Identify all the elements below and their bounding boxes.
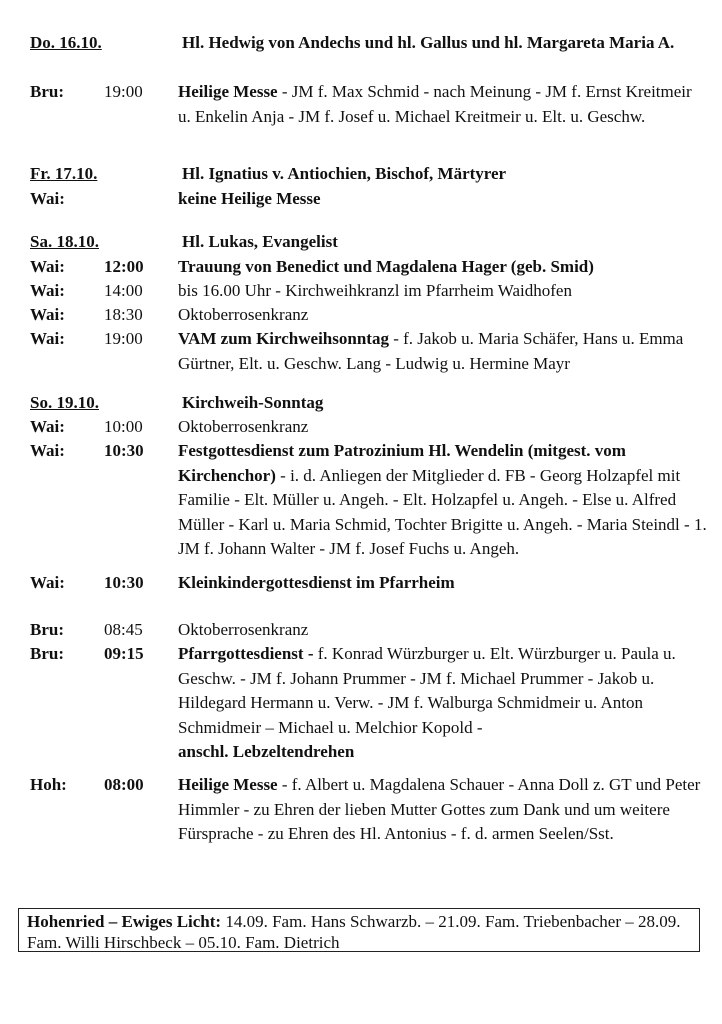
entry-title: Pfarrgottesdienst -: [178, 644, 314, 663]
entry-time: 10:30: [104, 573, 144, 592]
entry-location: Wai:: [30, 189, 65, 208]
entry-text: Oktoberrosenkranz: [178, 305, 309, 324]
entry-description: [178, 439, 708, 562]
entry-location: Wai:: [30, 257, 65, 276]
entry-tail: anschl. Lebzeltendrehen: [178, 742, 355, 761]
entry-location: Wai:: [30, 417, 65, 436]
entry-time: 12:00: [104, 257, 144, 276]
day-feast: Kirchweih-Sonntag: [182, 393, 324, 412]
day-date: Sa. 18.10.: [30, 232, 99, 251]
entry-time: 10:00: [104, 417, 143, 436]
entry-text: Oktoberrosenkranz: [178, 620, 309, 639]
entry-location: Hoh:: [30, 775, 67, 794]
entry-time: 09:15: [104, 644, 144, 663]
entry-time: 10:30: [104, 441, 144, 460]
entry-title: Trauung von Benedict und Magdalena Hager (geb. Smid): [178, 257, 594, 276]
entry-location: Wai:: [30, 329, 65, 348]
notice-label: Hohenried – Ewiges Licht:: [27, 912, 222, 931]
entry-title: Heilige Messe: [178, 775, 278, 794]
entry-location: Bru:: [30, 82, 64, 101]
entry-description: [178, 571, 708, 596]
entry-description: [178, 327, 708, 376]
entry-description: [178, 187, 708, 212]
entry-title: Festgottesdienst zum Patrozinium Hl. Wendelin (mitgest. vom Kirchenchor): [178, 441, 626, 485]
entry-location: Wai:: [30, 281, 65, 300]
entry-title: Kleinkindergottesdienst im Pfarrheim: [178, 573, 455, 592]
entry-time: 18:30: [104, 305, 143, 324]
day-feast: Hl. Ignatius v. Antiochien, Bischof, Märtyrer: [182, 164, 507, 183]
day-feast: Hl. Lukas, Evangelist: [182, 232, 338, 251]
day-date: Fr. 17.10.: [30, 164, 98, 183]
entry-description: [178, 255, 708, 280]
entry-time: 19:00: [104, 329, 143, 348]
day-date: So. 19.10.: [30, 393, 99, 412]
entry-title: keine Heilige Messe: [178, 189, 321, 208]
entry-description: [178, 642, 708, 765]
day-date: Do. 16.10.: [30, 33, 102, 52]
entry-title: Heilige Messe: [178, 82, 278, 101]
entry-text: - f. Albert u. Magdalena Schauer - Anna Doll z. GT und Peter Himmler - zu Ehren der lieben Mutter Gottes zum Dank und um weitere Fürsprache - zu Ehren des Hl. Antonius - f. d. armen Seelen/Sst.: [178, 775, 701, 843]
entry-location: Wai:: [30, 573, 65, 592]
entry-title: VAM zum Kirchweihsonntag: [178, 329, 389, 348]
entry-time: 08:45: [104, 620, 143, 639]
entry-description: [178, 773, 708, 847]
entry-location: Wai:: [30, 441, 65, 460]
entry-text: - JM f. Max Schmid - nach Meinung - JM f. Ernst Kreitmeir u. Enkelin Anja - JM f. Josef u. Michael Kreitmeir u. Elt. u. Geschw.: [178, 82, 692, 126]
eternal-light-notice: [18, 908, 700, 952]
entry-text: - f. Jakob u. Maria Schäfer, Hans u. Emma Gürtner, Elt. u. Geschw. Lang - Ludwig u. Hermine Mayr: [178, 329, 684, 373]
entry-text: bis 16.00 Uhr - Kirchweihkranzl im Pfarrheim Waidhofen: [178, 281, 572, 300]
entry-location: Wai:: [30, 305, 65, 324]
entry-time: 19:00: [104, 82, 143, 101]
entry-text: Oktoberrosenkranz: [178, 417, 309, 436]
entry-location: Bru:: [30, 620, 64, 639]
entry-time: 14:00: [104, 281, 143, 300]
day-feast: Hl. Hedwig von Andechs und hl. Gallus und hl. Margareta Maria A.: [182, 33, 675, 52]
entry-time: 08:00: [104, 775, 144, 794]
entry-text: - i. d. Anliegen der Mitglieder d. FB - Georg Holzapfel mit Familie - Elt. Müller u. Angeh. - Elt. Holzapfel u. Angeh. - Else u. Alfred Müller - Karl u. Maria Schmid, Tochter Brigitte u. Angeh. - Maria Steindl - 1. JM f. Johann Walter - JM f. Josef Fuchs u. Angeh.: [178, 465, 707, 558]
notice-text: 14.09. Fam. Hans Schwarzb. – 21.09. Fam. Triebenbacher – 28.09. Fam. Willi Hirschbeck – 05.10. Fam. Dietrich: [27, 912, 681, 952]
entry-description: [178, 80, 708, 129]
entry-location: Bru:: [30, 644, 64, 663]
entry-text: f. Konrad Würzburger u. Elt. Würzburger u. Paula u. Geschw. - JM f. Johann Prummer - JM f. Michael Prummer - Jakob u. Hildegard Hermann u. Verw. - JM f. Walburga Schmidmeir u. Anton Schmidmeir – Michael u. Melchior Kopold -: [178, 644, 676, 737]
